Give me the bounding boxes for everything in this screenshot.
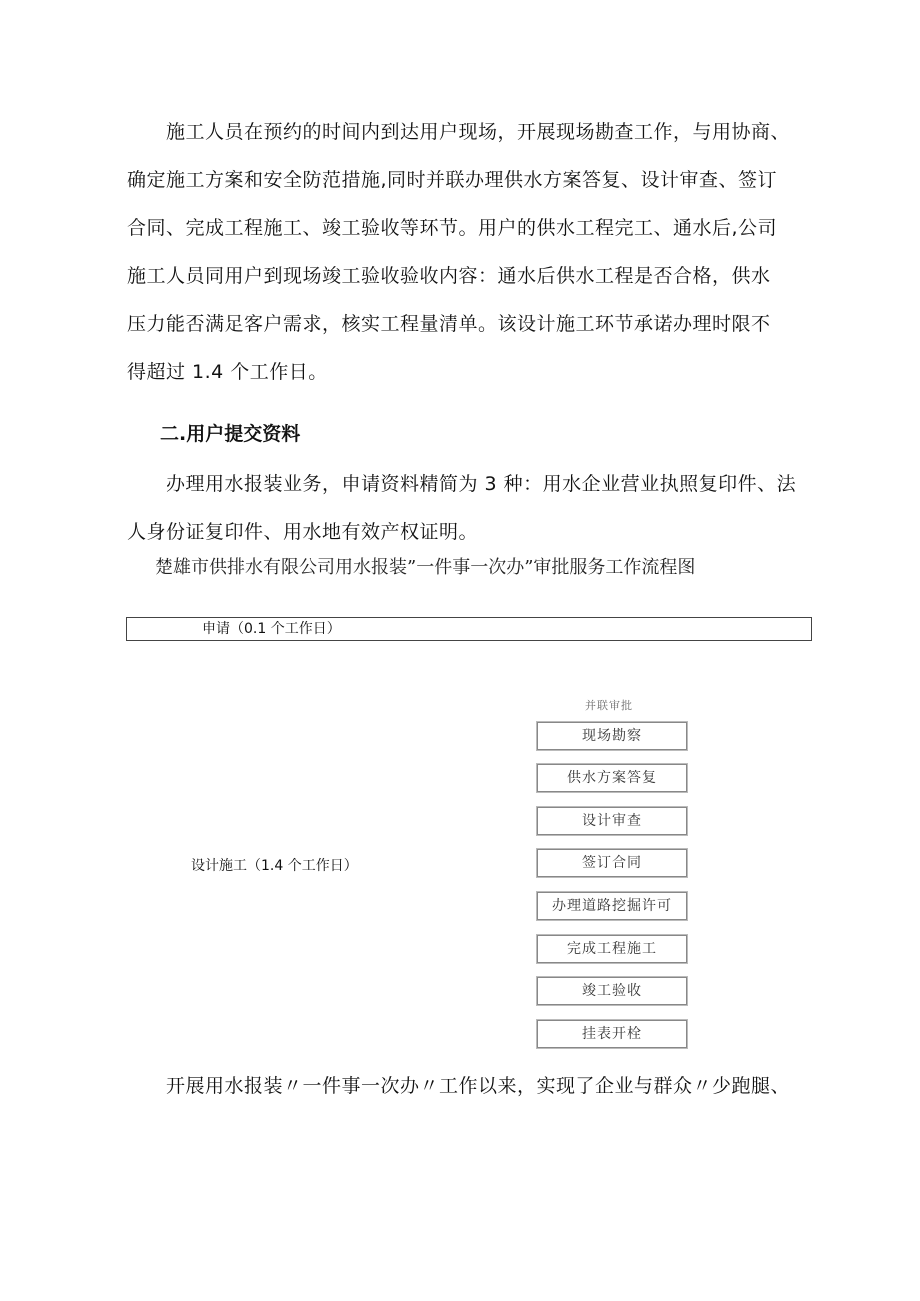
flow-step: 挂表开栓 bbox=[537, 1020, 687, 1048]
flow-step: 现场勘察 bbox=[537, 722, 687, 750]
flow-step: 办理道路挖掘许可 bbox=[537, 892, 687, 920]
intro-line: 压力能否满足客户需求，核实工程量清单。该设计施工环节承诺办理时限不 bbox=[127, 313, 771, 335]
intro-line: 施工人员同用户到现场竣工验收验收内容：通水后供水工程是否合格，供水 bbox=[127, 265, 771, 287]
design-stage-label: 设计施工（1.4 个工作日） bbox=[191, 858, 358, 874]
flowchart-caption: 楚雄市供排水有限公司用水报装”一件事一次办”审批服务工作流程图 bbox=[155, 557, 696, 578]
materials-line: 办理用水报装业务，申请资料精简为 3 种：用水企业营业执照复印件、法 bbox=[127, 473, 797, 495]
flow-step: 设计审查 bbox=[537, 807, 687, 835]
intro-line: 得超过 1.4 个工作日。 bbox=[127, 361, 328, 383]
apply-stage-label: 申请（0.1 个工作日） bbox=[202, 621, 341, 637]
apply-stage-box bbox=[126, 617, 812, 641]
section-heading: 二.用户提交资料 bbox=[160, 423, 301, 445]
materials-line: 人身份证复印件、用水地有效产权证明。 bbox=[127, 521, 479, 543]
flow-step: 签订合同 bbox=[537, 849, 687, 877]
intro-line: 施工人员在预约的时间内到达用户现场，开展现场勘查工作，与用协商、 bbox=[127, 121, 791, 143]
intro-paragraph bbox=[127, 108, 807, 396]
intro-line: 合同、完成工程施工、竣工验收等环节。用户的供水工程完工、通水后,公司 bbox=[127, 217, 778, 239]
materials-paragraph bbox=[127, 460, 807, 556]
parallel-approval-title: 并联审批 bbox=[585, 699, 633, 712]
closing-line: 开展用水报装〃一件事一次办〃工作以来，实现了企业与群众〃少跑腿、 bbox=[127, 1075, 791, 1097]
flow-step: 供水方案答复 bbox=[537, 764, 687, 792]
flow-step: 竣工验收 bbox=[537, 977, 687, 1005]
intro-line: 确定施工方案和安全防范措施,同时并联办理供水方案答复、设计审查、签订 bbox=[127, 169, 778, 191]
flow-step: 完成工程施工 bbox=[537, 935, 687, 963]
